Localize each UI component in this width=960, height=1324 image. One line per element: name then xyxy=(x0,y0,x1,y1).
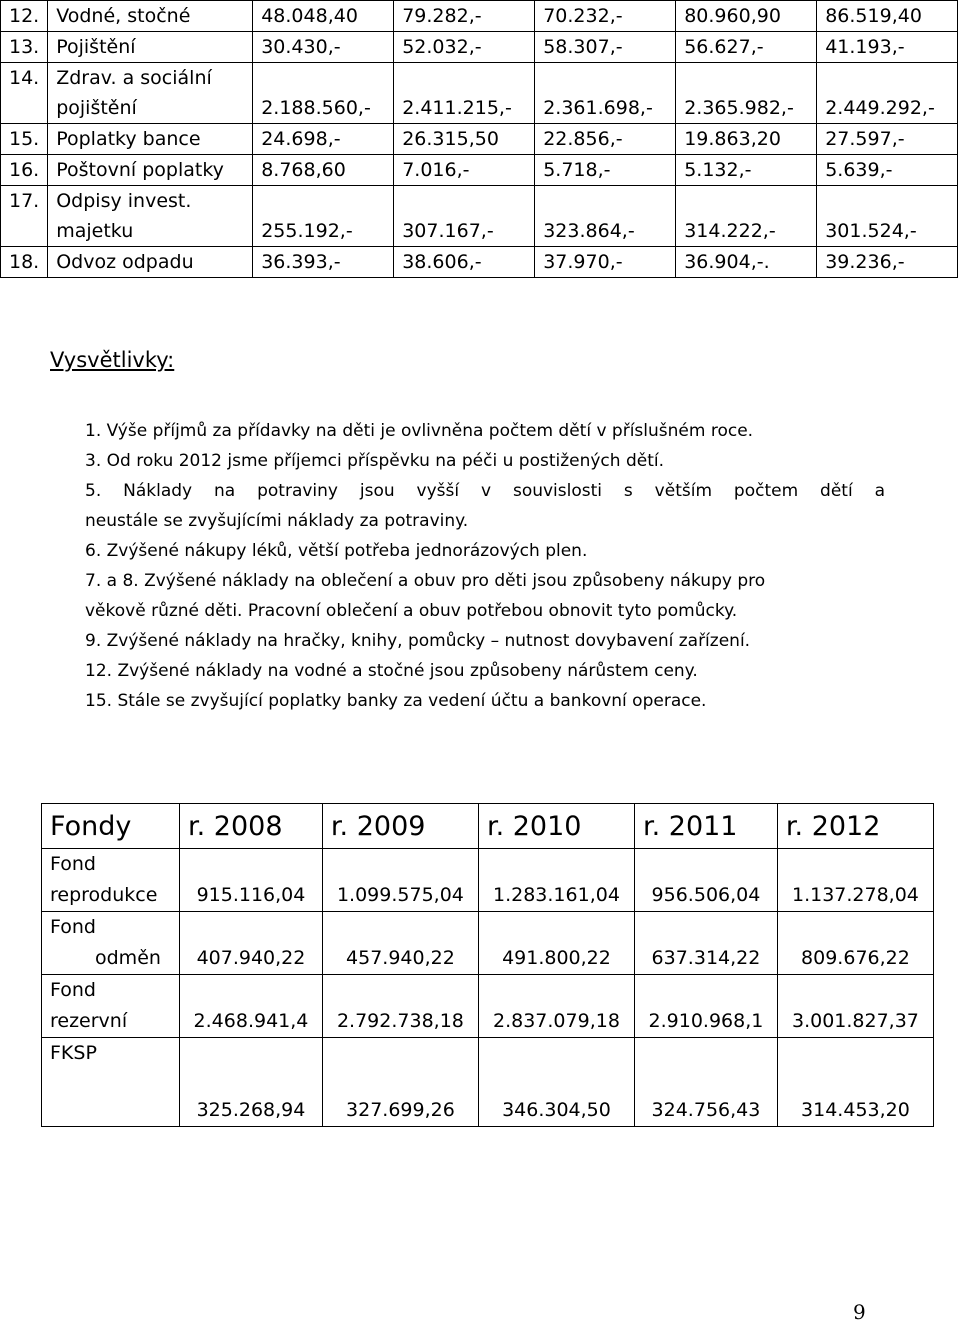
table-row xyxy=(1,155,958,186)
row-label: Vodné, stočné xyxy=(48,1,253,32)
value-cell: 5.132,- xyxy=(676,155,817,186)
value-cell: 491.800,22 xyxy=(478,912,634,975)
value-cell: 58.307,- xyxy=(535,32,676,63)
value-cell: 48.048,40 xyxy=(253,1,394,32)
value-cell: 255.192,- xyxy=(253,186,394,247)
value-cell: 39.236,- xyxy=(817,247,958,278)
value-cell: 7.016,- xyxy=(394,155,535,186)
table-row xyxy=(1,63,958,124)
note-line: 6. Zvýšené nákupy léků, větší potřeba jednorázových plen. xyxy=(85,541,588,561)
table-row xyxy=(1,1,958,32)
note-line: věkově různé děti. Pracovní oblečení a obuv potřebou obnovit tyto pomůcky. xyxy=(85,601,738,621)
column-header: r. 2009 xyxy=(322,804,478,849)
table-row xyxy=(1,124,958,155)
note-line: 7. a 8. Zvýšené náklady na oblečení a obuv pro děti jsou způsobeny nákupy pro xyxy=(85,571,766,591)
row-label xyxy=(48,63,253,124)
column-header: r. 2012 xyxy=(777,804,933,849)
column-header: r. 2011 xyxy=(634,804,777,849)
table-row xyxy=(42,975,934,1038)
value-cell: 301.524,- xyxy=(817,186,958,247)
value-cell: 327.699,26 xyxy=(322,1038,478,1127)
value-cell: 86.519,40 xyxy=(817,1,958,32)
value-cell: 809.676,22 xyxy=(777,912,933,975)
value-cell: 314.453,20 xyxy=(777,1038,933,1127)
table-row xyxy=(42,912,934,975)
funds-table xyxy=(41,803,934,1127)
row-label-line: pojištění xyxy=(56,97,137,119)
value-cell: 3.001.827,37 xyxy=(777,975,933,1038)
row-number: 12. xyxy=(1,1,48,32)
fund-label xyxy=(42,849,180,912)
row-label-line: Odpisy invest. xyxy=(56,190,192,212)
value-cell: 2.837.079,18 xyxy=(478,975,634,1038)
note-line: 5. Náklady na potraviny jsou vyšší v souvislosti s větším počtem dětí a xyxy=(85,481,885,501)
fund-label-line: FKSP xyxy=(50,1042,97,1064)
row-number: 18. xyxy=(1,247,48,278)
value-cell: 314.222,- xyxy=(676,186,817,247)
value-cell: 24.698,- xyxy=(253,124,394,155)
row-number: 16. xyxy=(1,155,48,186)
row-number: 13. xyxy=(1,32,48,63)
row-number: 17. xyxy=(1,186,48,247)
fund-label-line: reprodukce xyxy=(50,884,158,906)
table-row xyxy=(1,32,958,63)
value-cell: 324.756,43 xyxy=(634,1038,777,1127)
value-cell: 52.032,- xyxy=(394,32,535,63)
value-cell: 37.970,- xyxy=(535,247,676,278)
fund-label xyxy=(42,912,180,975)
table-row xyxy=(1,186,958,247)
value-cell: 80.960,90 xyxy=(676,1,817,32)
value-cell: 41.193,- xyxy=(817,32,958,63)
row-number: 14. xyxy=(1,63,48,124)
row-label: Pojištění xyxy=(48,32,253,63)
fund-label-line: Fond xyxy=(50,916,96,938)
table-row xyxy=(42,1038,934,1127)
value-cell: 307.167,- xyxy=(394,186,535,247)
row-label xyxy=(48,186,253,247)
fund-label-line: odměn xyxy=(95,947,161,969)
note-line: 1. Výše příjmů za přídavky na děti je ovlivněna počtem dětí v příslušném roce. xyxy=(85,421,754,441)
note-line: 3. Od roku 2012 jsme příjemci příspěvku na péči u postižených dětí. xyxy=(85,451,664,471)
value-cell: 323.864,- xyxy=(535,186,676,247)
note-line: 9. Zvýšené náklady na hračky, knihy, pomůcky – nutnost dovybavení zařízení. xyxy=(85,631,751,651)
value-cell: 1.099.575,04 xyxy=(322,849,478,912)
value-cell: 2.468.941,4 xyxy=(180,975,323,1038)
value-cell: 36.904,-. xyxy=(676,247,817,278)
value-cell: 19.863,20 xyxy=(676,124,817,155)
value-cell: 2.910.968,1 xyxy=(634,975,777,1038)
row-label: Odvoz odpadu xyxy=(48,247,253,278)
value-cell: 457.940,22 xyxy=(322,912,478,975)
value-cell: 2.792.738,18 xyxy=(322,975,478,1038)
value-cell: 915.116,04 xyxy=(180,849,323,912)
value-cell: 325.268,94 xyxy=(180,1038,323,1127)
column-header: Fondy xyxy=(42,804,180,849)
value-cell: 2.188.560,- xyxy=(253,63,394,124)
value-cell: 407.940,22 xyxy=(180,912,323,975)
page-number: 9 xyxy=(853,1300,866,1324)
row-label-line: majetku xyxy=(56,220,134,242)
value-cell: 26.315,50 xyxy=(394,124,535,155)
note-line: 15. Stále se zvyšující poplatky banky za vedení účtu a bankovní operace. xyxy=(85,691,707,711)
row-label: Poplatky bance xyxy=(48,124,253,155)
value-cell: 22.856,- xyxy=(535,124,676,155)
note-line: neustále se zvyšujícími náklady za potraviny. xyxy=(85,511,469,531)
fund-label-line: rezervní xyxy=(50,1010,128,1032)
table-row xyxy=(42,849,934,912)
value-cell: 2.365.982,- xyxy=(676,63,817,124)
table-row xyxy=(1,247,958,278)
value-cell: 2.449.292,- xyxy=(817,63,958,124)
value-cell: 5.718,- xyxy=(535,155,676,186)
value-cell: 79.282,- xyxy=(394,1,535,32)
value-cell: 5.639,- xyxy=(817,155,958,186)
fund-label xyxy=(42,1038,180,1127)
column-header: r. 2008 xyxy=(180,804,323,849)
notes-heading: Vysvětlivky: xyxy=(50,348,175,372)
value-cell: 346.304,50 xyxy=(478,1038,634,1127)
value-cell: 38.606,- xyxy=(394,247,535,278)
fund-label-line: Fond xyxy=(50,853,96,875)
value-cell: 2.361.698,- xyxy=(535,63,676,124)
column-header: r. 2010 xyxy=(478,804,634,849)
value-cell: 70.232,- xyxy=(535,1,676,32)
value-cell: 30.430,- xyxy=(253,32,394,63)
value-cell: 1.137.278,04 xyxy=(777,849,933,912)
notes-list xyxy=(85,416,885,716)
value-cell: 8.768,60 xyxy=(253,155,394,186)
expense-table xyxy=(0,0,958,278)
table-header-row xyxy=(42,804,934,849)
value-cell: 956.506,04 xyxy=(634,849,777,912)
value-cell: 36.393,- xyxy=(253,247,394,278)
value-cell: 2.411.215,- xyxy=(394,63,535,124)
value-cell: 1.283.161,04 xyxy=(478,849,634,912)
value-cell: 56.627,- xyxy=(676,32,817,63)
row-label-line: Zdrav. a sociální xyxy=(56,67,212,89)
row-number: 15. xyxy=(1,124,48,155)
value-cell: 27.597,- xyxy=(817,124,958,155)
fund-label xyxy=(42,975,180,1038)
value-cell: 637.314,22 xyxy=(634,912,777,975)
note-line: 12. Zvýšené náklady na vodné a stočné jsou způsobeny nárůstem ceny. xyxy=(85,661,698,681)
row-label: Poštovní poplatky xyxy=(48,155,253,186)
fund-label-line: Fond xyxy=(50,979,96,1001)
